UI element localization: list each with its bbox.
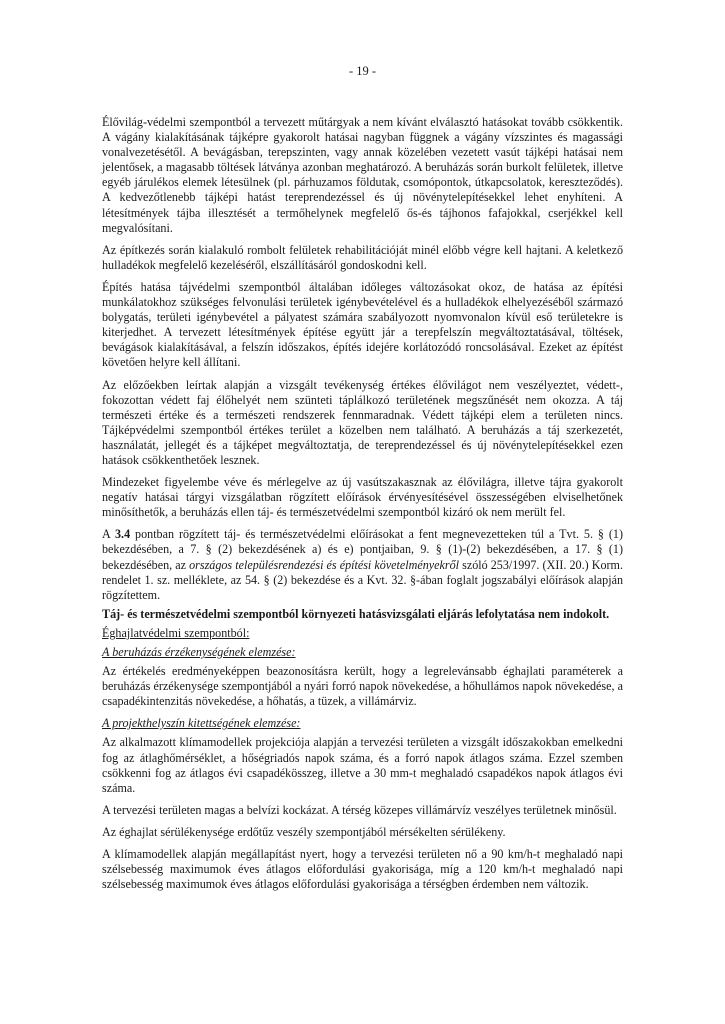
heading-sensitivity-analysis: A beruházás érzékenységének elemzése: bbox=[102, 645, 296, 659]
paragraph-wildfire: Az éghajlat sérülékenysége erdőtűz veszély szempontjából mérsékelten sérülékeny. bbox=[102, 824, 506, 839]
paragraph-assessment: Az előzőekben leírtak alapján a vizsgált tevékenység értékes élővilágot nem veszélyeztet, védett-, fokozottan védett faj élőhelyét nem szünteti táplálkozó területének megszűnését nem okozza. A táj természeti értéke és a természeti rendszerek fennmaradnak. Védett tájképi elem a területen nincs. Tájképvédelmi szempontból értékes terület a közelben nem található. A beruházás a táj szerkezetét, használatát, jellegét és a tájképet megváltoztatja, de tereprendezéssel és új növénytelepítésekkel ezen hatások csökkenthetőek lesznek. bbox=[102, 377, 623, 467]
paragraph-flood-risk: A tervezési területen magas a belvízi kockázat. A térség közepes villámárvíz veszélyes területnek minősül. bbox=[102, 802, 617, 817]
paragraph-sensitivity: Az értékelés eredményeképpen beazonosításra került, hogy a legrelevánsabb éghajlati paraméterek a beruházás érzékenysége szempontjából a nyári forró napok növekedése, a hőhullámos napok növekedése, a csapadékintenzitás növekedése, a hőhatás, a tüzek, a villámárviz. bbox=[102, 664, 623, 709]
paragraph-wildlife-landscape: Élővilág-védelmi szempontból a tervezett műtárgyak a nem kívánt elválasztó hatásokat tovább csökkentik. A vágány kialakításának tájképre gyakorolt hatásai nagyban függnek a vágány vízszintes és magassági vonalvezetésétől. A bevágásban, terepszinten, vagy annak közelében vezetett vasút tájképi hatásai nem jelentősek, a magasabb töltések látványa azonban meghatározó. A beruházás során burkolt felületek, illetve egyéb járulékos elemek létesülnek (pl. párhuzamos földutak, csomópontok, útkapcsolatok, kereszteződés). A kedvezőtlenebb tájképi hatást tereprendezéssel és új növénytelepítésekkel lehet enyhíteni. A létesítmények tájba illesztését a termőhelynek megfelelő ős-és tájhonos fafajokkal, cserjékkel kell megvalósítani. bbox=[102, 115, 623, 235]
paragraph-legal-basis: A 3.4 pontban rögzített táj- és természetvédelmi előírásokat a fent megnevezetteken túl a Tvt. 5. § (1) bekezdésében, a 7. § (2) bekezdésének a) és e) pontjaiban, 9. § (1)-(2) bekezdésében, a 17. § (1) bekezdésében, az országos településrendezési és építési követelményekről szóló 253/1997. (XII. 20.) Korm. rendelet 1. sz. melléklete, az 54. § (2) bekezdése és a Kvt. 32. §-ában foglalt jogszabályi előírások alapján rögzítettem. bbox=[102, 527, 623, 602]
section-reference: 3.4 bbox=[115, 527, 131, 542]
regulation-title: országos településrendezési és építési követelményekről bbox=[189, 557, 460, 572]
page-body bbox=[102, 115, 623, 899]
paragraph-climate-projection: Az alkalmazott klímamodellek projekciója alapján a tervezési területen a vizsgált időszakokban emelkedni fog az átlaghőmérséklet, a hőségriadós napok száma, és a forró napok átlagos száma. Ezzel szemben csökkenni fog az átlagos évi csapadékösszeg, illetve a 30 mm-t meghaladó csapadékos napok átlagos évi száma. bbox=[102, 735, 623, 795]
heading-climate-protection: Éghajlatvédelmi szempontból: bbox=[102, 625, 250, 640]
paragraph-conclusion: Mindezeket figyelembe véve és mérlegelve az új vasútszakasznak az élővilágra, illetve tájra gyakorolt negatív hatásai tárgyi vizsgálatban rögzített előírások érvényesítésével összességében elviselhetőnek minősíthetők, a beruházás ellen táj- és természetvédelmi szempontból kizáró ok nem merült fel. bbox=[102, 475, 623, 520]
decision-statement: Táj- és természetvédelmi szempontból környezeti hatásvizsgálati eljárás lefolytatása nem indokolt. bbox=[102, 606, 610, 621]
page-number: - 19 - bbox=[348, 64, 377, 78]
paragraph-construction-impact: Építés hatása tájvédelmi szempontból általában időleges változásokat okoz, de hatása az építési munkálatokhoz szükséges felvonulási területek igénybevételével és a hulladékok elhelyezéséből származó bolygatás, területi igénybevétel a pályatest számára szabályozott nyomvonalon kívül eső területekre is kiterjedhet. A tervezett létesítmények építése együtt jár a terepfelszín megváltoztatásával, töltések, bevágások kialakításával, a felszín időszakos, építés idejére korlátozódó roncsolásával. Ezeket az építést követően helyre kell állítani. bbox=[102, 279, 623, 370]
paragraph-rehabilitation: Az építkezés során kialakuló rombolt felületek rehabilitációját minél előbb végre kell hajtani. A keletkező hulladékok megfelelő kezeléséről, elszállításáról gondoskodni kell. bbox=[102, 242, 623, 272]
heading-exposure-analysis: A projekthelyszín kitettségének elemzése: bbox=[102, 716, 301, 731]
paragraph-wind-speed: A klímamodellek alapján megállapítást nyert, hogy a tervezési területen nő a 90 km/h-t meghaladó napi szélsebesség maximumok éves átlagos előfordulási gyakorisága, míg a 120 km/h-t meghaladó napi szélsebesség maximumok éves átlagos előfordulási gyakorisága a térségben érdemben nem változik. bbox=[102, 847, 623, 892]
